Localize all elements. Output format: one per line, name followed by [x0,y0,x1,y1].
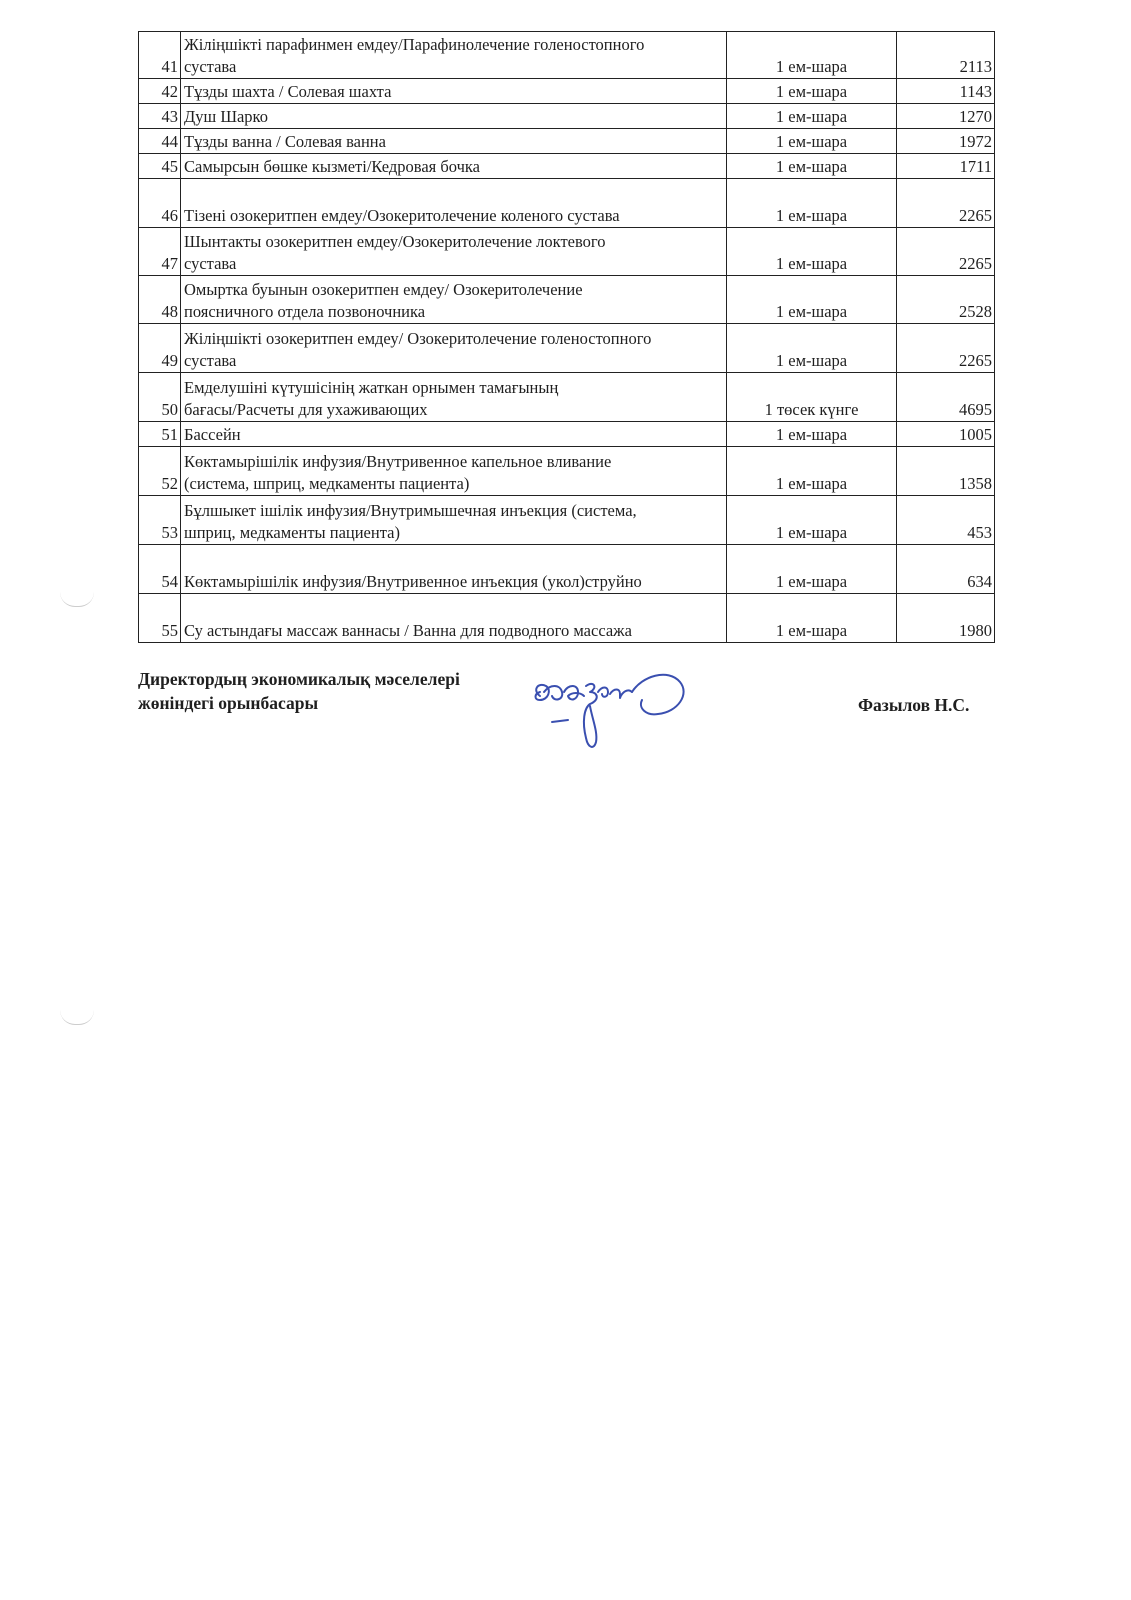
service-unit: 1 ем-шара [727,154,897,179]
service-name: Самырсын бөшке кызметі/Кедровая бочка [181,154,727,179]
row-number: 51 [139,422,181,447]
table-row [139,373,995,422]
service-unit: 1 ем-шара [727,228,897,276]
service-price: 2528 [897,276,995,324]
row-number: 48 [139,276,181,324]
service-price: 1358 [897,447,995,496]
service-price: 4695 [897,373,995,422]
row-number: 45 [139,154,181,179]
service-name: Көктамырішілік инфузия/Внутривенное капельное вливание (система, шприц, медкаменты пациента) [181,447,727,496]
service-unit: 1 ем-шара [727,324,897,373]
table-row [139,179,995,228]
service-name: Көктамырішілік инфузия/Внутривенное инъекция (укол)струйно [181,545,727,594]
table-row [139,324,995,373]
service-name: Емделушіні күтушісінің жаткан орнымен тамағының бағасы/Расчеты для ухаживающих [181,373,727,422]
service-price: 2265 [897,179,995,228]
service-price: 1972 [897,129,995,154]
service-price: 1270 [897,104,995,129]
row-number: 50 [139,373,181,422]
table-row [139,104,995,129]
service-unit: 1 ем-шара [727,104,897,129]
service-unit: 1 төсек күнге [727,373,897,422]
row-number: 53 [139,496,181,545]
service-name: Тізені озокеритпен емдеу/Озокеритолечение коленого сустава [181,179,727,228]
service-name: Тұзды шахта / Солевая шахта [181,79,727,104]
service-unit: 1 ем-шара [727,276,897,324]
service-price: 634 [897,545,995,594]
table-row [139,276,995,324]
table-row [139,32,995,79]
row-number: 43 [139,104,181,129]
service-price: 1005 [897,422,995,447]
row-number: 49 [139,324,181,373]
price-table [138,31,995,643]
service-price: 2265 [897,228,995,276]
service-name: Бассейн [181,422,727,447]
service-name: Шынтакты озокеритпен емдеу/Озокеритолечение локтевого сустава [181,228,727,276]
service-name: Омыртка буынын озокеритпен емдеу/ Озокеритолечение поясничного отдела позвоночника [181,276,727,324]
row-number: 55 [139,594,181,643]
table-row [139,594,995,643]
service-price: 1711 [897,154,995,179]
service-unit: 1 ем-шара [727,129,897,154]
service-unit: 1 ем-шара [727,447,897,496]
signatory-position: Директордың экономикалық мәселелері жөніндегі орынбасары [138,669,460,713]
service-price: 2113 [897,32,995,79]
table-row [139,79,995,104]
service-unit: 1 ем-шара [727,422,897,447]
row-number: 47 [139,228,181,276]
table-row [139,496,995,545]
service-name: Жіліңшікті озокеритпен емдеу/ Озокеритолечение голеностопного сустава [181,324,727,373]
table-row [139,545,995,594]
service-unit: 1 ем-шара [727,545,897,594]
service-price: 453 [897,496,995,545]
service-name: Жіліңшікті парафинмен емдеу/Парафинолечение голеностопного сустава [181,32,727,79]
signatory-name: Фазылов Н.С. [858,695,970,715]
row-number: 42 [139,79,181,104]
service-unit: 1 ем-шара [727,32,897,79]
service-name: Душ Шарко [181,104,727,129]
service-name: Тұзды ванна / Солевая ванна [181,129,727,154]
service-unit: 1 ем-шара [727,496,897,545]
handwritten-signature-icon [528,662,698,762]
table-row [139,422,995,447]
service-name: Бұлшыкет ішілік инфузия/Внутримышечная инъекция (система, шприц, медкаменты пациента) [181,496,727,545]
service-unit: 1 ем-шара [727,179,897,228]
row-number: 54 [139,545,181,594]
service-price: 1980 [897,594,995,643]
table-row [139,228,995,276]
price-table-body [139,32,995,643]
row-number: 41 [139,32,181,79]
service-name: Су астындағы массаж ваннасы / Ванна для подводного массажа [181,594,727,643]
service-price: 1143 [897,79,995,104]
row-number: 46 [139,179,181,228]
row-number: 52 [139,447,181,496]
scan-mark [60,1010,94,1025]
table-row [139,447,995,496]
service-price: 2265 [897,324,995,373]
service-unit: 1 ем-шара [727,79,897,104]
scan-mark [60,592,94,607]
service-unit: 1 ем-шара [727,594,897,643]
table-row [139,129,995,154]
table-row [139,154,995,179]
row-number: 44 [139,129,181,154]
